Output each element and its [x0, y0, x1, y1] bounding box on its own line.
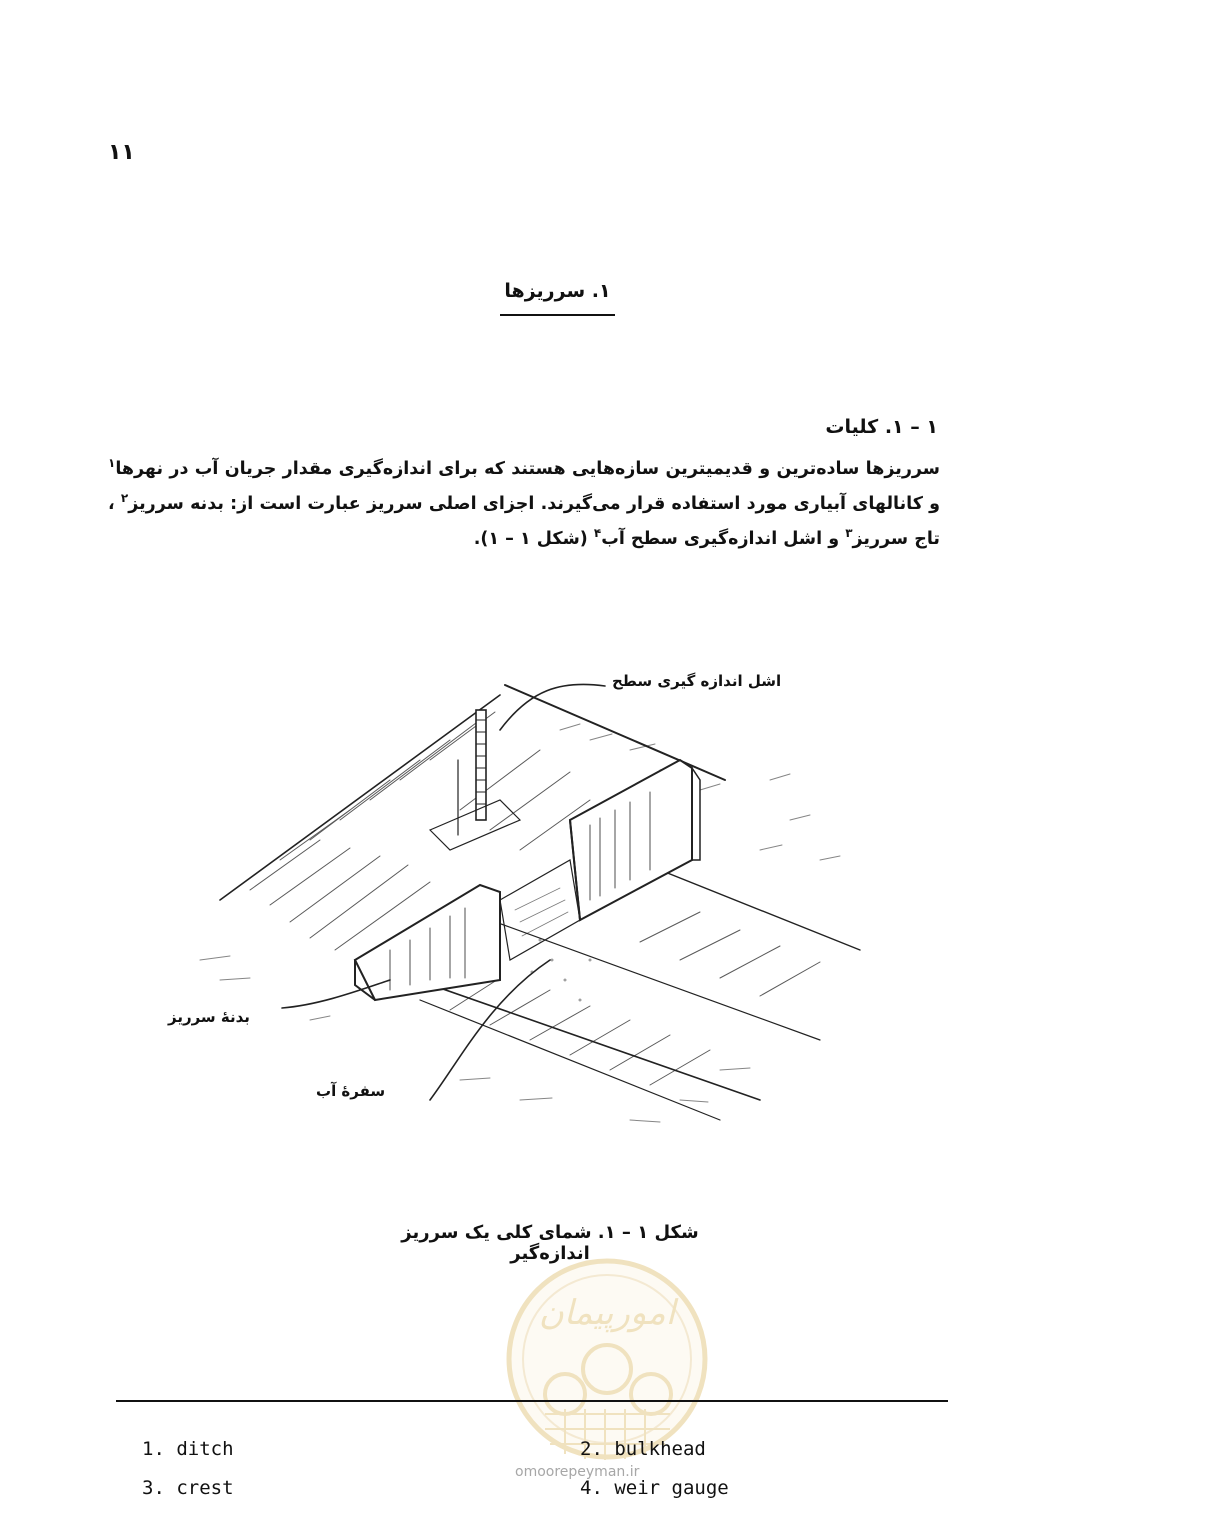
paragraph-text-3: ، تاج سرریز [108, 494, 940, 549]
footnote-ref-1: ۱ [108, 456, 116, 471]
footnote-3: 3. crest [142, 1477, 234, 1499]
figure-caption: شکل ۱ – ۱. شمای کلی یک سرریز اندازه‌گیر [401, 1222, 699, 1264]
paragraph-text-2: و کانالهای آبیاری مورد استفاده قرار می‌گیرند. اجزای اصلی سرریز عبارت است از: بدنه سرریز [128, 494, 941, 514]
figure-label-bulkhead: بدنهٔ سرریز [168, 1008, 250, 1026]
footnote-divider [116, 1400, 948, 1402]
figure-label-crest: سفرهٔ آب [316, 1082, 386, 1100]
weir-illustration [160, 660, 900, 1160]
section-heading: ۱ – ۱. کلیات [825, 416, 938, 438]
page-number: ۱۱ [108, 140, 135, 165]
footnote-1: 1. ditch [142, 1438, 234, 1460]
footnote-2: 2. bulkhead [580, 1438, 706, 1460]
watermark-logo-text: امورپیمان [538, 1293, 676, 1333]
footnote-ref-4: ۴ [593, 526, 602, 541]
chapter-title: ۱. سرریزها [500, 280, 615, 316]
watermark-logo [505, 1254, 710, 1464]
paragraph-text-1: سرریزها ساده‌ترین و قدیمیترین سازه‌هایی هستند که برای اندازه‌گیری مقدار جریان آب در نهرها [115, 459, 940, 479]
footnote-4: 4. weir gauge [580, 1477, 729, 1499]
watermark-url: omoorepeyman.ir [515, 1464, 640, 1480]
body-paragraph [108, 452, 940, 557]
footnote-ref-2: ۲ [120, 491, 129, 506]
footnote-ref-3: ۳ [845, 526, 853, 541]
paragraph-text-5: (شکل ۱ – ۱). [473, 529, 588, 549]
paragraph-text-4: و اشل اندازه‌گیری سطح آب [601, 529, 840, 549]
figure-label-gauge: اشل اندازه گیری سطح [612, 672, 782, 690]
